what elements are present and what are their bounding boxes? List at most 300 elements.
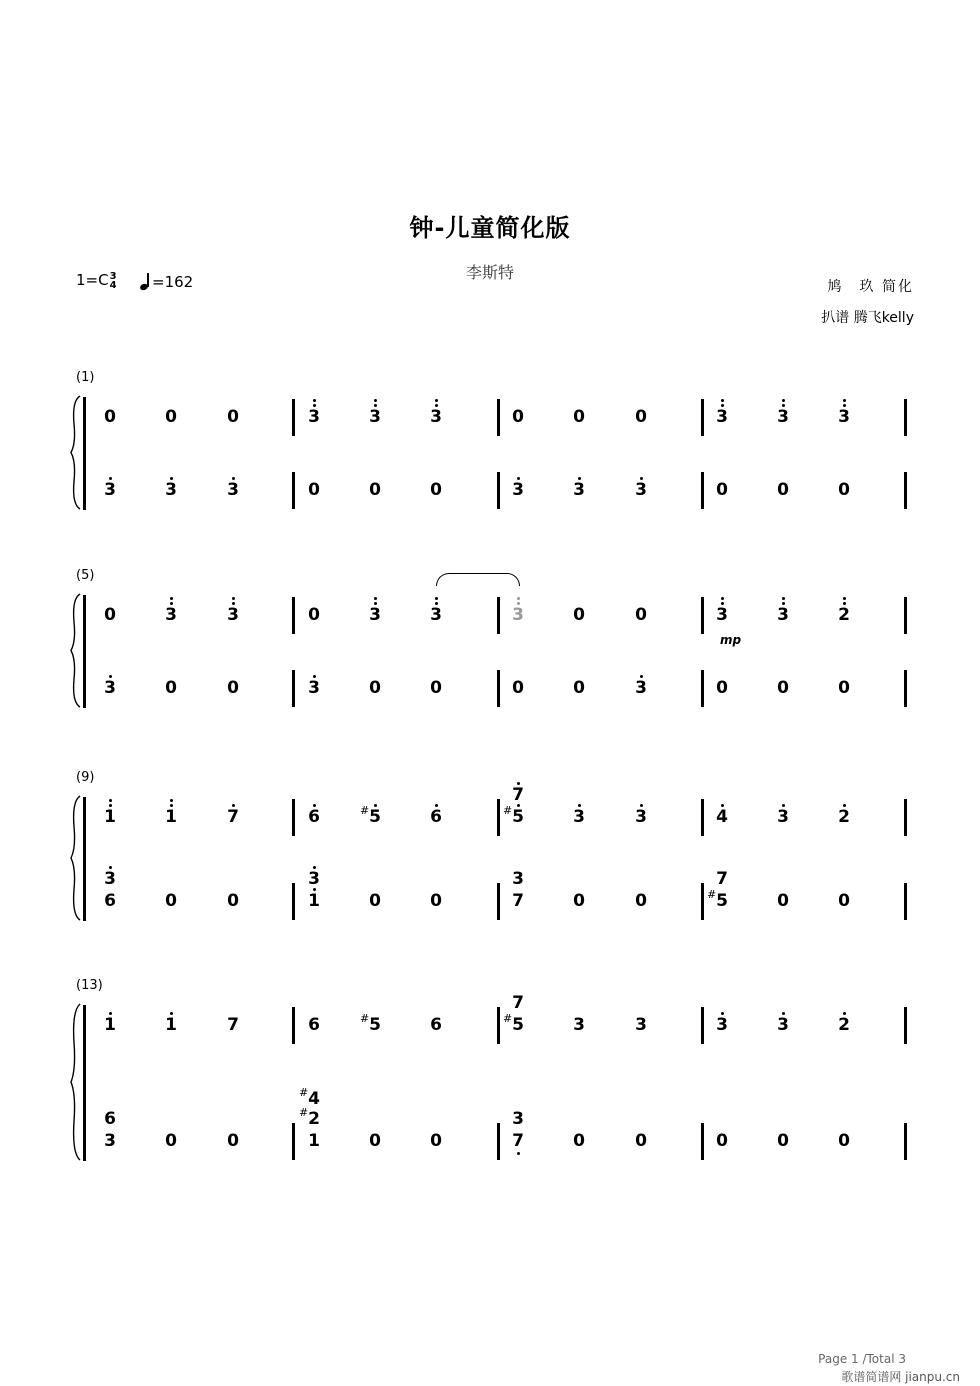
note-digit: 0	[838, 678, 850, 698]
note-digit: 0	[838, 891, 850, 911]
measure-number: (1)	[76, 370, 95, 385]
note-digit: 0	[369, 1131, 381, 1151]
note-digit: 3	[227, 480, 239, 500]
note-digit: 5	[716, 891, 728, 911]
note	[421, 605, 451, 625]
note-digit: 0	[227, 1131, 239, 1151]
note	[768, 807, 798, 827]
note	[564, 807, 594, 827]
octave-dot-icon	[782, 804, 785, 807]
note	[626, 807, 656, 827]
note-digit: 6	[308, 807, 320, 827]
note-digit: 3	[777, 1015, 789, 1035]
note-digit: 0	[227, 891, 239, 911]
note-digit: 3	[635, 1015, 647, 1035]
note-digit: 2	[838, 807, 850, 827]
note	[421, 1131, 451, 1151]
octave-dot-icon	[435, 804, 438, 807]
octave-dot-icon	[109, 866, 112, 869]
note	[95, 678, 125, 698]
octave-dot-icon	[313, 804, 316, 807]
octave-dot-icon	[782, 404, 785, 407]
note	[299, 678, 329, 698]
note-digit: 3	[635, 678, 647, 698]
note	[768, 407, 798, 427]
note	[218, 605, 248, 625]
note-digit: 0	[573, 407, 585, 427]
octave-dot-icon	[721, 602, 724, 605]
note	[626, 1131, 656, 1151]
note-digit: 0	[777, 1131, 789, 1151]
bar-line	[904, 472, 907, 509]
note-digit: 0	[430, 480, 442, 500]
note	[421, 407, 451, 427]
bar-line	[292, 472, 295, 509]
octave-dot-icon	[232, 602, 235, 605]
note	[707, 807, 737, 827]
measure-number: (5)	[76, 568, 95, 583]
octave-dot-icon	[517, 602, 520, 605]
bar-line	[904, 799, 907, 836]
octave-dot-icon	[170, 799, 173, 802]
note-digit: 6	[430, 807, 442, 827]
octave-dot-icon	[374, 404, 377, 407]
sharp-icon: #	[360, 804, 370, 817]
measure-number: (9)	[76, 770, 95, 785]
octave-dot-icon	[782, 597, 785, 600]
note-digit: 5	[369, 1015, 381, 1035]
grand-staff-brace	[70, 593, 82, 708]
note	[503, 407, 533, 427]
note	[218, 480, 248, 500]
octave-dot-icon	[313, 404, 316, 407]
octave-dot-icon	[843, 399, 846, 402]
note	[564, 678, 594, 698]
note	[156, 891, 186, 911]
note-digit: 2	[838, 605, 850, 625]
page-number: Page 1 /Total 3	[818, 1352, 906, 1366]
bar-line	[701, 472, 704, 509]
octave-dot-icon	[374, 804, 377, 807]
octave-dot-icon	[374, 597, 377, 600]
note	[299, 869, 329, 889]
note-digit: 0	[777, 891, 789, 911]
octave-dot-icon	[170, 477, 173, 480]
note-digit: 1	[165, 807, 177, 827]
time-sig-bottom: 4	[109, 279, 117, 291]
bar-line	[292, 597, 295, 634]
octave-dot-icon	[782, 1012, 785, 1015]
note	[95, 891, 125, 911]
note-digit: 0	[165, 407, 177, 427]
note	[299, 807, 329, 827]
note-digit: 1	[104, 1015, 116, 1035]
note-digit: 2	[838, 1015, 850, 1035]
octave-dot-icon	[232, 804, 235, 807]
bar-line	[904, 597, 907, 634]
note-digit: 3	[573, 480, 585, 500]
note	[503, 869, 533, 889]
quarter-note-icon	[140, 274, 152, 290]
octave-dot-icon	[517, 782, 520, 785]
octave-dot-icon	[109, 799, 112, 802]
octave-dot-icon	[109, 477, 112, 480]
note-digit: 1	[308, 891, 320, 911]
note-digit: 3	[635, 480, 647, 500]
note	[564, 891, 594, 911]
note	[218, 807, 248, 827]
note	[564, 480, 594, 500]
note	[156, 1015, 186, 1035]
octave-dot-icon	[517, 597, 520, 600]
octave-dot-icon	[843, 404, 846, 407]
bar-line	[292, 1123, 295, 1160]
note-digit: 0	[430, 1131, 442, 1151]
note	[829, 807, 859, 827]
note-digit: 7	[512, 993, 524, 1013]
bar-line	[904, 1007, 907, 1044]
bar-line	[497, 1123, 500, 1160]
octave-dot-icon	[640, 675, 643, 678]
note-digit: 3	[716, 407, 728, 427]
octave-dot-icon	[843, 602, 846, 605]
system-line	[83, 397, 86, 510]
note	[626, 1015, 656, 1035]
note-digit: 7	[716, 869, 728, 889]
note	[218, 891, 248, 911]
note-digit: 3	[777, 407, 789, 427]
note	[421, 480, 451, 500]
note	[768, 605, 798, 625]
note-digit: 0	[430, 891, 442, 911]
octave-dot-icon	[517, 1152, 520, 1155]
bar-line	[292, 799, 295, 836]
note-digit: 0	[573, 605, 585, 625]
key-signature	[76, 271, 117, 290]
octave-dot-icon	[313, 399, 316, 402]
note-digit: 0	[104, 407, 116, 427]
octave-dot-icon	[232, 597, 235, 600]
bar-line	[292, 670, 295, 707]
note	[564, 407, 594, 427]
note-digit: 0	[227, 678, 239, 698]
watermark: 歌谱简谱网 jianpu.cn	[841, 1370, 960, 1384]
bar-line	[497, 883, 500, 920]
note-digit: 0	[104, 605, 116, 625]
note	[503, 1109, 533, 1129]
note	[95, 807, 125, 827]
bar-line	[701, 799, 704, 836]
note	[421, 1015, 451, 1035]
note-digit: 3	[512, 1109, 524, 1129]
transcriber: 扒谱 腾飞kelly	[821, 310, 914, 326]
note-digit: 0	[777, 678, 789, 698]
octave-dot-icon	[721, 399, 724, 402]
note-digit: 3	[635, 807, 647, 827]
octave-dot-icon	[517, 477, 520, 480]
score-title: 钟-儿童简化版	[409, 214, 571, 242]
bar-line	[701, 883, 704, 920]
sharp-icon: #	[503, 1012, 513, 1025]
note	[218, 1015, 248, 1035]
note	[707, 678, 737, 698]
note-digit: 3	[716, 1015, 728, 1035]
bar-line	[904, 883, 907, 920]
note	[360, 480, 390, 500]
note-digit: 3	[573, 1015, 585, 1035]
note-digit: 0	[512, 407, 524, 427]
note	[360, 891, 390, 911]
octave-dot-icon	[782, 399, 785, 402]
note	[707, 869, 737, 889]
note-digit: 3	[104, 1131, 116, 1151]
note	[299, 480, 329, 500]
note-digit: 0	[165, 678, 177, 698]
octave-dot-icon	[435, 602, 438, 605]
note	[299, 891, 329, 911]
note-digit: 6	[430, 1015, 442, 1035]
note	[503, 785, 533, 805]
note	[768, 1131, 798, 1151]
octave-dot-icon	[435, 404, 438, 407]
note-digit: 3	[512, 869, 524, 889]
note-digit: 7	[512, 891, 524, 911]
note	[503, 804, 533, 827]
note	[218, 407, 248, 427]
note	[299, 605, 329, 625]
note-digit: 3	[308, 869, 320, 889]
octave-dot-icon	[843, 597, 846, 600]
note-digit: 1	[104, 807, 116, 827]
note-digit: 7	[512, 1131, 524, 1151]
note	[299, 407, 329, 427]
arranger: 鸠 玖 简化	[827, 279, 914, 295]
measure-number: (13)	[76, 978, 103, 993]
tie-arc	[436, 573, 520, 586]
note-digit: 3	[777, 807, 789, 827]
note	[707, 407, 737, 427]
note-digit: 7	[227, 807, 239, 827]
note-digit: 0	[777, 480, 789, 500]
note-digit: 5	[512, 1015, 524, 1035]
note	[95, 1131, 125, 1151]
bar-line	[292, 399, 295, 436]
bar-line	[292, 883, 295, 920]
note	[95, 869, 125, 889]
note-digit: 3	[369, 407, 381, 427]
note-digit: 0	[308, 605, 320, 625]
note	[299, 1015, 329, 1035]
note	[299, 1131, 329, 1151]
note	[156, 605, 186, 625]
note-digit: 2	[308, 1109, 320, 1129]
octave-dot-icon	[313, 675, 316, 678]
octave-dot-icon	[578, 804, 581, 807]
bar-line	[904, 670, 907, 707]
note-digit: 5	[512, 807, 524, 827]
note	[156, 678, 186, 698]
note	[156, 407, 186, 427]
note	[829, 605, 859, 625]
note	[421, 678, 451, 698]
note	[360, 407, 390, 427]
note	[707, 605, 737, 625]
note-digit: 0	[573, 1131, 585, 1151]
octave-dot-icon	[721, 804, 724, 807]
bar-line	[497, 399, 500, 436]
note-digit: 3	[104, 869, 116, 889]
note	[707, 1131, 737, 1151]
note	[768, 891, 798, 911]
note	[707, 480, 737, 500]
octave-dot-icon	[721, 597, 724, 600]
note-digit: 6	[104, 1109, 116, 1129]
sharp-icon: #	[299, 1106, 309, 1119]
tempo-marking	[140, 273, 193, 291]
grand-staff-brace	[70, 795, 82, 921]
note	[626, 480, 656, 500]
note-digit: 7	[512, 785, 524, 805]
composer: 李斯特	[465, 263, 514, 282]
note-digit: 3	[716, 605, 728, 625]
octave-dot-icon	[109, 675, 112, 678]
bar-line	[497, 1007, 500, 1044]
bar-line	[701, 1123, 704, 1160]
bar-line	[497, 597, 500, 634]
note-digit: 3	[104, 480, 116, 500]
note	[360, 1012, 390, 1035]
note-digit: 3	[777, 605, 789, 625]
time-sig-top: 3	[109, 270, 117, 282]
system-line	[83, 797, 86, 921]
octave-dot-icon	[109, 804, 112, 807]
note-digit: 0	[165, 1131, 177, 1151]
octave-dot-icon	[578, 477, 581, 480]
note	[503, 1131, 533, 1151]
note-digit: 3	[838, 407, 850, 427]
note-digit: 4	[716, 807, 728, 827]
grand-staff-brace	[70, 395, 82, 510]
note-digit: 0	[716, 480, 728, 500]
note	[707, 888, 737, 911]
octave-dot-icon	[109, 1012, 112, 1015]
note-digit: 0	[716, 1131, 728, 1151]
note-digit: 1	[165, 1015, 177, 1035]
bar-line	[292, 1007, 295, 1044]
bar-line	[497, 670, 500, 707]
note-digit: 0	[369, 480, 381, 500]
note	[156, 1131, 186, 1151]
note-digit: 3	[369, 605, 381, 625]
note-digit: 3	[308, 678, 320, 698]
note-digit: 3	[227, 605, 239, 625]
note	[95, 1109, 125, 1129]
note	[829, 891, 859, 911]
note	[626, 678, 656, 698]
note-digit: 3	[573, 807, 585, 827]
note	[829, 1015, 859, 1035]
octave-dot-icon	[640, 477, 643, 480]
note	[95, 605, 125, 625]
note	[829, 480, 859, 500]
note-digit: 0	[716, 678, 728, 698]
note	[218, 678, 248, 698]
tempo-value: =162	[152, 273, 194, 291]
note	[564, 1131, 594, 1151]
note-digit: 5	[369, 807, 381, 827]
note	[360, 1131, 390, 1151]
note-digit: 0	[430, 678, 442, 698]
note-digit: 6	[308, 1015, 320, 1035]
octave-dot-icon	[721, 1012, 724, 1015]
octave-dot-icon	[170, 1012, 173, 1015]
sharp-icon: #	[503, 804, 513, 817]
bar-line	[904, 1123, 907, 1160]
note	[626, 407, 656, 427]
note	[95, 480, 125, 500]
bar-line	[497, 472, 500, 509]
bar-line	[497, 799, 500, 836]
system-line	[83, 1005, 86, 1161]
sharp-icon: #	[707, 888, 717, 901]
time-signature	[110, 272, 117, 290]
note	[768, 1015, 798, 1035]
dynamic-marking: mp	[720, 633, 742, 647]
note-digit: 0	[227, 407, 239, 427]
key-label: 1=C	[76, 271, 109, 289]
octave-dot-icon	[232, 477, 235, 480]
note-digit: 0	[635, 891, 647, 911]
note	[707, 1015, 737, 1035]
note	[829, 678, 859, 698]
note	[503, 993, 533, 1013]
note	[503, 1012, 533, 1035]
note-digit: 0	[165, 891, 177, 911]
note	[564, 605, 594, 625]
octave-dot-icon	[374, 602, 377, 605]
note-digit: 3	[308, 407, 320, 427]
note	[768, 678, 798, 698]
note	[95, 407, 125, 427]
note	[360, 605, 390, 625]
note-digit: 3	[165, 480, 177, 500]
note	[156, 480, 186, 500]
sharp-icon: #	[299, 1086, 309, 1099]
octave-dot-icon	[843, 804, 846, 807]
bar-line	[701, 670, 704, 707]
note-digit: 0	[573, 678, 585, 698]
octave-dot-icon	[170, 602, 173, 605]
note-digit: 4	[308, 1089, 320, 1109]
note-digit: 0	[635, 605, 647, 625]
note	[299, 1086, 329, 1109]
note-digit: 7	[227, 1015, 239, 1035]
note-digit: 0	[573, 891, 585, 911]
note	[421, 891, 451, 911]
note	[626, 605, 656, 625]
note-digit: 0	[369, 678, 381, 698]
note-digit: 0	[512, 678, 524, 698]
note	[503, 605, 533, 625]
note-digit: 3	[430, 605, 442, 625]
note-digit: 0	[308, 480, 320, 500]
note-digit: 3	[430, 407, 442, 427]
note-digit: 0	[369, 891, 381, 911]
sharp-icon: #	[360, 1012, 370, 1025]
note	[218, 1131, 248, 1151]
note	[95, 1015, 125, 1035]
note-digit: 3	[104, 678, 116, 698]
